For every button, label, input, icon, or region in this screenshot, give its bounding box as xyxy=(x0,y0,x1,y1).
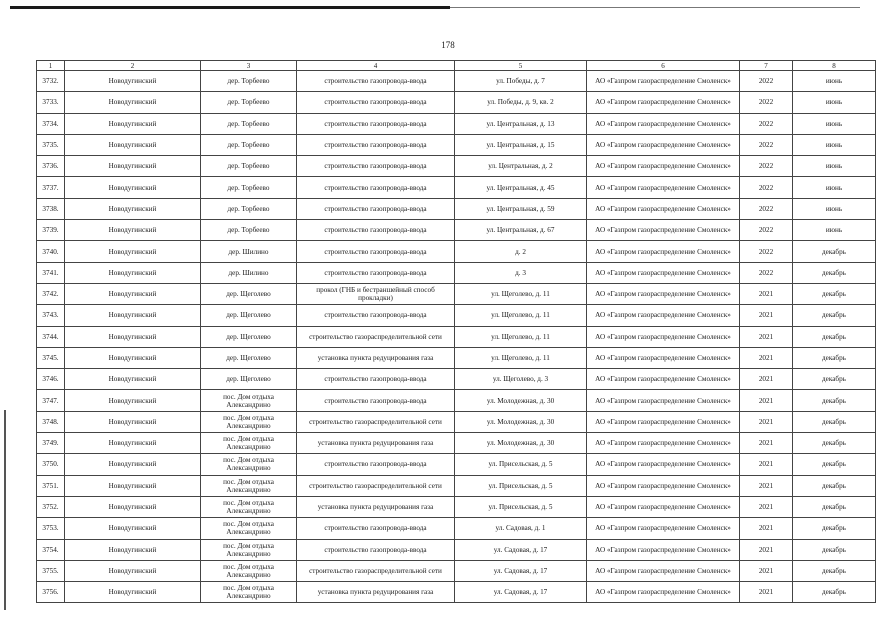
row-number-cell: 3747. xyxy=(37,390,65,411)
work-type-cell: строительство газораспределительной сети xyxy=(297,411,455,432)
table-row xyxy=(37,262,876,283)
work-type-cell: установка пункта редуцирования газа xyxy=(297,496,455,517)
locality-cell: дер. Щеголево xyxy=(201,305,297,326)
locality-cell: пос. Дом отдыха Александрино xyxy=(201,560,297,581)
district-cell: Новодугинский xyxy=(65,347,201,368)
district-cell: Новодугинский xyxy=(65,113,201,134)
column-number: 1 xyxy=(37,61,65,71)
table-row xyxy=(37,326,876,347)
row-number-cell: 3733. xyxy=(37,92,65,113)
address-cell: ул. Молодежная, д. 30 xyxy=(455,411,587,432)
address-cell: ул. Центральная, д. 2 xyxy=(455,156,587,177)
year-cell: 2021 xyxy=(740,305,793,326)
top-rule-thin xyxy=(450,7,860,8)
row-number-cell: 3744. xyxy=(37,326,65,347)
address-cell: ул. Центральная, д. 15 xyxy=(455,134,587,155)
year-cell: 2022 xyxy=(740,156,793,177)
address-cell: ул. Присельская, д. 5 xyxy=(455,496,587,517)
district-cell: Новодугинский xyxy=(65,560,201,581)
address-cell: ул. Присельская, д. 5 xyxy=(455,475,587,496)
row-number-cell: 3739. xyxy=(37,220,65,241)
table-row xyxy=(37,71,876,92)
table-row xyxy=(37,369,876,390)
district-cell: Новодугинский xyxy=(65,326,201,347)
table-row xyxy=(37,305,876,326)
row-number-cell: 3749. xyxy=(37,433,65,454)
organization-cell: АО «Газпром газораспределение Смоленск» xyxy=(587,92,740,113)
organization-cell: АО «Газпром газораспределение Смоленск» xyxy=(587,390,740,411)
address-cell: ул. Центральная, д. 59 xyxy=(455,198,587,219)
month-cell: июнь xyxy=(793,198,876,219)
district-cell: Новодугинский xyxy=(65,433,201,454)
organization-cell: АО «Газпром газораспределение Смоленск» xyxy=(587,198,740,219)
organization-cell: АО «Газпром газораспределение Смоленск» xyxy=(587,220,740,241)
year-cell: 2021 xyxy=(740,369,793,390)
column-number-row xyxy=(37,61,876,71)
row-number-cell: 3745. xyxy=(37,347,65,368)
year-cell: 2022 xyxy=(740,220,793,241)
locality-cell: дер. Торбеево xyxy=(201,198,297,219)
month-cell: декабрь xyxy=(793,582,876,603)
work-type-cell: строительство газопровода-ввода xyxy=(297,390,455,411)
organization-cell: АО «Газпром газораспределение Смоленск» xyxy=(587,305,740,326)
district-cell: Новодугинский xyxy=(65,198,201,219)
month-cell: июнь xyxy=(793,156,876,177)
work-type-cell: строительство газопровода-ввода xyxy=(297,71,455,92)
district-cell: Новодугинский xyxy=(65,475,201,496)
address-cell: д. 3 xyxy=(455,262,587,283)
row-number-cell: 3740. xyxy=(37,241,65,262)
table-row xyxy=(37,496,876,517)
organization-cell: АО «Газпром газораспределение Смоленск» xyxy=(587,454,740,475)
organization-cell: АО «Газпром газораспределение Смоленск» xyxy=(587,262,740,283)
column-number: 4 xyxy=(297,61,455,71)
district-cell: Новодугинский xyxy=(65,241,201,262)
locality-cell: дер. Щеголево xyxy=(201,347,297,368)
year-cell: 2022 xyxy=(740,134,793,155)
district-cell: Новодугинский xyxy=(65,156,201,177)
district-cell: Новодугинский xyxy=(65,134,201,155)
table-row xyxy=(37,241,876,262)
table-row xyxy=(37,475,876,496)
top-rule xyxy=(10,6,450,9)
organization-cell: АО «Газпром газораспределение Смоленск» xyxy=(587,134,740,155)
district-cell: Новодугинский xyxy=(65,262,201,283)
month-cell: декабрь xyxy=(793,390,876,411)
work-type-cell: строительство газопровода-ввода xyxy=(297,454,455,475)
address-cell: ул. Победы, д. 7 xyxy=(455,71,587,92)
table-row xyxy=(37,177,876,198)
row-number-cell: 3753. xyxy=(37,518,65,539)
page-number: 178 xyxy=(441,40,455,50)
district-cell: Новодугинский xyxy=(65,390,201,411)
locality-cell: дер. Шилино xyxy=(201,241,297,262)
year-cell: 2021 xyxy=(740,411,793,432)
locality-cell: пос. Дом отдыха Александрино xyxy=(201,433,297,454)
organization-cell: АО «Газпром газораспределение Смоленск» xyxy=(587,475,740,496)
organization-cell: АО «Газпром газораспределение Смоленск» xyxy=(587,347,740,368)
organization-cell: АО «Газпром газораспределение Смоленск» xyxy=(587,326,740,347)
district-cell: Новодугинский xyxy=(65,305,201,326)
table-row xyxy=(37,92,876,113)
district-cell: Новодугинский xyxy=(65,518,201,539)
organization-cell: АО «Газпром газораспределение Смоленск» xyxy=(587,411,740,432)
table-row xyxy=(37,113,876,134)
year-cell: 2022 xyxy=(740,198,793,219)
work-type-cell: строительство газопровода-ввода xyxy=(297,305,455,326)
year-cell: 2021 xyxy=(740,560,793,581)
year-cell: 2021 xyxy=(740,283,793,304)
organization-cell: АО «Газпром газораспределение Смоленск» xyxy=(587,113,740,134)
work-type-cell: строительство газораспределительной сети xyxy=(297,326,455,347)
row-number-cell: 3746. xyxy=(37,369,65,390)
table-row xyxy=(37,582,876,603)
row-number-cell: 3737. xyxy=(37,177,65,198)
table-row xyxy=(37,411,876,432)
district-cell: Новодугинский xyxy=(65,92,201,113)
locality-cell: дер. Торбеево xyxy=(201,156,297,177)
year-cell: 2022 xyxy=(740,92,793,113)
organization-cell: АО «Газпром газораспределение Смоленск» xyxy=(587,560,740,581)
district-cell: Новодугинский xyxy=(65,582,201,603)
table-row xyxy=(37,283,876,304)
work-type-cell: строительство газопровода-ввода xyxy=(297,134,455,155)
row-number-cell: 3751. xyxy=(37,475,65,496)
month-cell: декабрь xyxy=(793,241,876,262)
month-cell: декабрь xyxy=(793,411,876,432)
year-cell: 2022 xyxy=(740,262,793,283)
row-number-cell: 3741. xyxy=(37,262,65,283)
column-number: 8 xyxy=(793,61,876,71)
month-cell: июнь xyxy=(793,113,876,134)
district-cell: Новодугинский xyxy=(65,283,201,304)
table-row xyxy=(37,560,876,581)
month-cell: декабрь xyxy=(793,283,876,304)
row-number-cell: 3742. xyxy=(37,283,65,304)
row-number-cell: 3732. xyxy=(37,71,65,92)
work-type-cell: строительство газопровода-ввода xyxy=(297,92,455,113)
address-cell: ул. Щеголево, д. 11 xyxy=(455,305,587,326)
work-type-cell: прокол (ГНБ и бестраншейный способ прокладки) xyxy=(297,283,455,304)
locality-cell: пос. Дом отдыха Александрино xyxy=(201,496,297,517)
month-cell: июнь xyxy=(793,177,876,198)
month-cell: июнь xyxy=(793,71,876,92)
month-cell: декабрь xyxy=(793,454,876,475)
district-cell: Новодугинский xyxy=(65,71,201,92)
registry-table xyxy=(36,60,876,603)
locality-cell: дер. Щеголево xyxy=(201,326,297,347)
locality-cell: дер. Щеголево xyxy=(201,283,297,304)
year-cell: 2022 xyxy=(740,177,793,198)
month-cell: декабрь xyxy=(793,433,876,454)
organization-cell: АО «Газпром газораспределение Смоленск» xyxy=(587,177,740,198)
work-type-cell: строительство газопровода-ввода xyxy=(297,198,455,219)
address-cell: ул. Садовая, д. 17 xyxy=(455,582,587,603)
address-cell: ул. Присельская, д. 5 xyxy=(455,454,587,475)
locality-cell: пос. Дом отдыха Александрино xyxy=(201,518,297,539)
organization-cell: АО «Газпром газораспределение Смоленск» xyxy=(587,71,740,92)
organization-cell: АО «Газпром газораспределение Смоленск» xyxy=(587,582,740,603)
month-cell: декабрь xyxy=(793,518,876,539)
locality-cell: пос. Дом отдыха Александрино xyxy=(201,539,297,560)
table-row xyxy=(37,156,876,177)
organization-cell: АО «Газпром газораспределение Смоленск» xyxy=(587,433,740,454)
month-cell: декабрь xyxy=(793,475,876,496)
address-cell: ул. Щеголево, д. 11 xyxy=(455,283,587,304)
work-type-cell: установка пункта редуцирования газа xyxy=(297,433,455,454)
year-cell: 2022 xyxy=(740,113,793,134)
organization-cell: АО «Газпром газораспределение Смоленск» xyxy=(587,539,740,560)
year-cell: 2022 xyxy=(740,241,793,262)
year-cell: 2021 xyxy=(740,390,793,411)
row-number-cell: 3743. xyxy=(37,305,65,326)
address-cell: ул. Центральная, д. 45 xyxy=(455,177,587,198)
year-cell: 2021 xyxy=(740,475,793,496)
year-cell: 2021 xyxy=(740,433,793,454)
year-cell: 2021 xyxy=(740,539,793,560)
row-number-cell: 3735. xyxy=(37,134,65,155)
locality-cell: пос. Дом отдыха Александрино xyxy=(201,390,297,411)
row-number-cell: 3756. xyxy=(37,582,65,603)
address-cell: ул. Щеголево, д. 11 xyxy=(455,347,587,368)
row-number-cell: 3750. xyxy=(37,454,65,475)
work-type-cell: строительство газопровода-ввода xyxy=(297,113,455,134)
year-cell: 2021 xyxy=(740,518,793,539)
row-number-cell: 3748. xyxy=(37,411,65,432)
year-cell: 2021 xyxy=(740,347,793,368)
address-cell: ул. Центральная, д. 67 xyxy=(455,220,587,241)
row-number-cell: 3754. xyxy=(37,539,65,560)
year-cell: 2021 xyxy=(740,326,793,347)
row-number-cell: 3734. xyxy=(37,113,65,134)
table-row xyxy=(37,198,876,219)
year-cell: 2021 xyxy=(740,582,793,603)
organization-cell: АО «Газпром газораспределение Смоленск» xyxy=(587,518,740,539)
year-cell: 2021 xyxy=(740,454,793,475)
work-type-cell: строительство газопровода-ввода xyxy=(297,369,455,390)
address-cell: ул. Молодежная, д. 30 xyxy=(455,433,587,454)
locality-cell: дер. Шилино xyxy=(201,262,297,283)
month-cell: декабрь xyxy=(793,347,876,368)
month-cell: декабрь xyxy=(793,369,876,390)
month-cell: июнь xyxy=(793,92,876,113)
table-row xyxy=(37,220,876,241)
locality-cell: пос. Дом отдыха Александрино xyxy=(201,475,297,496)
address-cell: д. 2 xyxy=(455,241,587,262)
table-row xyxy=(37,539,876,560)
month-cell: июнь xyxy=(793,134,876,155)
month-cell: декабрь xyxy=(793,326,876,347)
work-type-cell: строительство газопровода-ввода xyxy=(297,262,455,283)
work-type-cell: установка пункта редуцирования газа xyxy=(297,582,455,603)
table-row xyxy=(37,134,876,155)
organization-cell: АО «Газпром газораспределение Смоленск» xyxy=(587,496,740,517)
work-type-cell: строительство газопровода-ввода xyxy=(297,156,455,177)
work-type-cell: строительство газораспределительной сети xyxy=(297,475,455,496)
district-cell: Новодугинский xyxy=(65,220,201,241)
address-cell: ул. Молодежная, д. 30 xyxy=(455,390,587,411)
table-row xyxy=(37,518,876,539)
organization-cell: АО «Газпром газораспределение Смоленск» xyxy=(587,283,740,304)
work-type-cell: строительство газопровода-ввода xyxy=(297,177,455,198)
table-row xyxy=(37,347,876,368)
column-number: 6 xyxy=(587,61,740,71)
address-cell: ул. Щеголево, д. 11 xyxy=(455,326,587,347)
work-type-cell: установка пункта редуцирования газа xyxy=(297,347,455,368)
scan-edge-mark xyxy=(4,410,6,610)
work-type-cell: строительство газопровода-ввода xyxy=(297,539,455,560)
district-cell: Новодугинский xyxy=(65,539,201,560)
column-number: 2 xyxy=(65,61,201,71)
locality-cell: дер. Торбеево xyxy=(201,92,297,113)
row-number-cell: 3755. xyxy=(37,560,65,581)
organization-cell: АО «Газпром газораспределение Смоленск» xyxy=(587,241,740,262)
work-type-cell: строительство газопровода-ввода xyxy=(297,241,455,262)
address-cell: ул. Садовая, д. 17 xyxy=(455,539,587,560)
month-cell: июнь xyxy=(793,220,876,241)
district-cell: Новодугинский xyxy=(65,369,201,390)
month-cell: декабрь xyxy=(793,262,876,283)
district-cell: Новодугинский xyxy=(65,496,201,517)
table-row xyxy=(37,454,876,475)
work-type-cell: строительство газопровода-ввода xyxy=(297,518,455,539)
month-cell: декабрь xyxy=(793,496,876,517)
address-cell: ул. Центральная, д. 13 xyxy=(455,113,587,134)
month-cell: декабрь xyxy=(793,305,876,326)
address-cell: ул. Щеголево, д. 3 xyxy=(455,369,587,390)
year-cell: 2021 xyxy=(740,496,793,517)
table-row xyxy=(37,433,876,454)
month-cell: декабрь xyxy=(793,539,876,560)
locality-cell: дер. Торбеево xyxy=(201,113,297,134)
organization-cell: АО «Газпром газораспределение Смоленск» xyxy=(587,369,740,390)
column-number: 7 xyxy=(740,61,793,71)
row-number-cell: 3736. xyxy=(37,156,65,177)
row-number-cell: 3738. xyxy=(37,198,65,219)
year-cell: 2022 xyxy=(740,71,793,92)
registry-table-body xyxy=(37,61,876,603)
locality-cell: пос. Дом отдыха Александрино xyxy=(201,411,297,432)
locality-cell: пос. Дом отдыха Александрино xyxy=(201,582,297,603)
column-number: 3 xyxy=(201,61,297,71)
month-cell: декабрь xyxy=(793,560,876,581)
locality-cell: дер. Щеголево xyxy=(201,369,297,390)
district-cell: Новодугинский xyxy=(65,177,201,198)
locality-cell: дер. Торбеево xyxy=(201,71,297,92)
locality-cell: дер. Торбеево xyxy=(201,134,297,155)
locality-cell: пос. Дом отдыха Александрино xyxy=(201,454,297,475)
row-number-cell: 3752. xyxy=(37,496,65,517)
address-cell: ул. Победы, д. 9, кв. 2 xyxy=(455,92,587,113)
locality-cell: дер. Торбеево xyxy=(201,177,297,198)
column-number: 5 xyxy=(455,61,587,71)
work-type-cell: строительство газораспределительной сети xyxy=(297,560,455,581)
table-row xyxy=(37,390,876,411)
work-type-cell: строительство газопровода-ввода xyxy=(297,220,455,241)
district-cell: Новодугинский xyxy=(65,454,201,475)
district-cell: Новодугинский xyxy=(65,411,201,432)
locality-cell: дер. Торбеево xyxy=(201,220,297,241)
organization-cell: АО «Газпром газораспределение Смоленск» xyxy=(587,156,740,177)
address-cell: ул. Садовая, д. 17 xyxy=(455,560,587,581)
address-cell: ул. Садовая, д. 1 xyxy=(455,518,587,539)
